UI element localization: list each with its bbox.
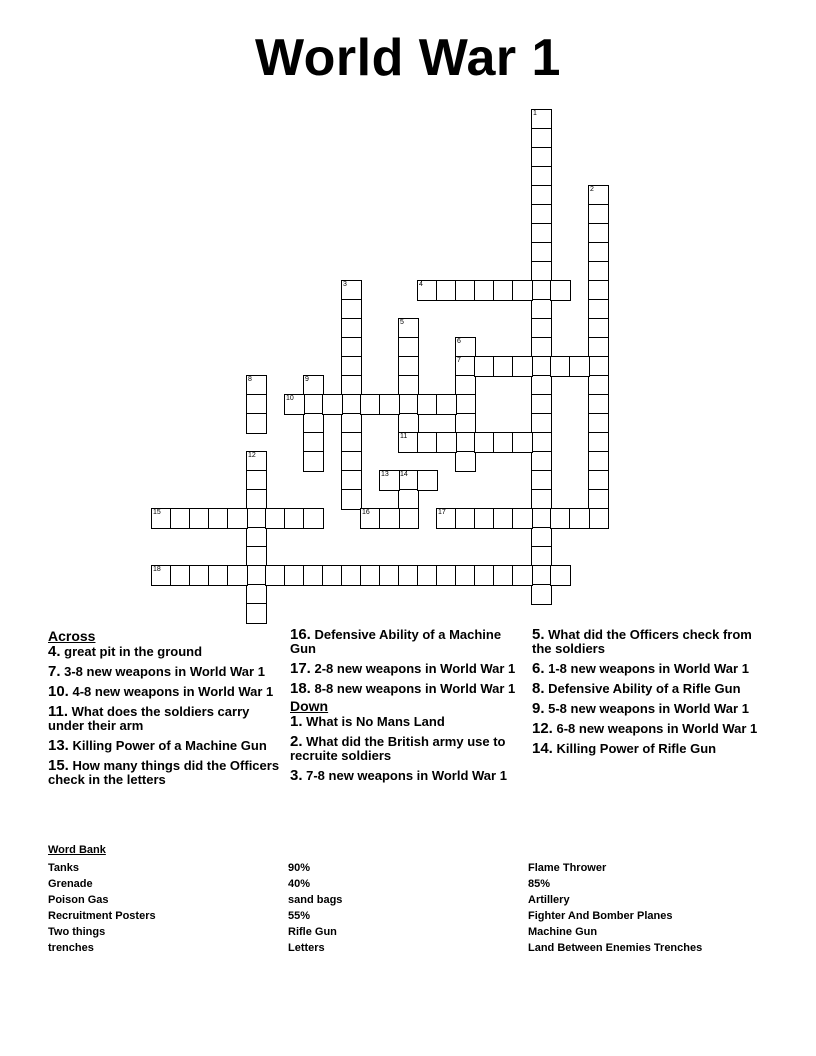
crossword-cell[interactable] (531, 261, 552, 282)
crossword-cell[interactable] (512, 565, 533, 586)
word-bank-item: Artillery (528, 894, 570, 906)
crossword-cell[interactable] (398, 565, 419, 586)
clue (532, 722, 768, 736)
crossword-cell[interactable] (246, 394, 267, 415)
clues-column-2 (290, 628, 526, 789)
crossword-cell[interactable] (398, 508, 419, 529)
crossword-cell[interactable] (512, 508, 533, 529)
crossword-cell[interactable] (398, 413, 419, 434)
crossword-cell[interactable] (588, 451, 609, 472)
crossword-cell[interactable] (341, 318, 362, 339)
crossword-cell[interactable] (531, 147, 552, 168)
crossword-cell[interactable] (455, 432, 476, 453)
crossword-cell[interactable] (170, 565, 191, 586)
crossword-cell[interactable] (436, 394, 457, 415)
crossword-cell[interactable] (588, 280, 609, 301)
crossword-cell[interactable] (360, 394, 381, 415)
crossword-cell[interactable] (493, 280, 514, 301)
crossword-cell[interactable] (341, 394, 362, 415)
crossword-cell[interactable] (474, 508, 495, 529)
crossword-cell[interactable] (588, 375, 609, 396)
crossword-cell[interactable] (531, 413, 552, 434)
crossword-cell[interactable] (398, 318, 419, 339)
crossword-cell[interactable] (455, 413, 476, 434)
word-bank-item: Poison Gas (48, 894, 109, 906)
crossword-cell[interactable] (360, 565, 381, 586)
crossword-cell[interactable] (493, 356, 514, 377)
word-bank-item: 90% (288, 862, 311, 874)
crossword-cell[interactable] (341, 565, 362, 586)
clue-number: 4 (419, 281, 423, 288)
crossword-cell[interactable] (455, 394, 476, 415)
crossword-cell[interactable] (398, 375, 419, 396)
crossword-cell[interactable] (588, 489, 609, 510)
crossword-cell[interactable] (398, 489, 419, 510)
crossword-cell[interactable] (588, 318, 609, 339)
crossword-cell[interactable] (531, 185, 552, 206)
clue-number-label: 9. (532, 700, 545, 717)
page-title: World War 1 (255, 29, 561, 87)
crossword-cell[interactable] (341, 413, 362, 434)
clue-text: How many things did the Officers check in the letters (48, 758, 280, 787)
crossword-cell[interactable] (455, 356, 476, 377)
crossword-cell[interactable] (512, 432, 533, 453)
crossword-cell[interactable] (246, 527, 267, 548)
clue-text: 2-8 new weapons in World War 1 (310, 661, 516, 676)
crossword-cell[interactable] (531, 356, 552, 377)
crossword-cell[interactable] (284, 565, 305, 586)
word-bank-item: 85% (528, 878, 551, 890)
crossword-cell[interactable] (569, 508, 590, 529)
crossword-cell[interactable] (550, 508, 571, 529)
crossword-cell[interactable] (474, 565, 495, 586)
clue-number: 15 (153, 509, 161, 516)
clue-number: 5 (400, 319, 404, 326)
crossword-cell[interactable] (341, 299, 362, 320)
crossword-cell[interactable] (246, 413, 267, 434)
word-bank-item: Tanks (48, 862, 79, 874)
crossword-cell[interactable] (303, 413, 324, 434)
crossword-cell[interactable] (531, 299, 552, 320)
crossword-cell[interactable] (531, 375, 552, 396)
crossword-cell[interactable] (417, 280, 438, 301)
clues-column-3 (532, 628, 768, 762)
crossword-cell[interactable] (246, 375, 267, 396)
across-clue-list-continued (290, 628, 526, 696)
clue-number-label: 3. (290, 767, 303, 784)
clue-number: 12 (248, 452, 256, 459)
crossword-cell[interactable] (341, 356, 362, 377)
word-bank-item: Fighter And Bomber Planes (528, 910, 673, 922)
word-bank-title: Word Bank (48, 844, 106, 856)
crossword-cell[interactable] (322, 565, 343, 586)
crossword-cell[interactable] (398, 432, 419, 453)
clue-text: 3-8 new weapons in World War 1 (60, 664, 265, 679)
clue-text: Defensive Ability of a Machine Gun (290, 627, 502, 656)
crossword-cell[interactable] (246, 546, 267, 567)
word-bank-item: sand bags (288, 894, 343, 906)
crossword-cell[interactable] (341, 451, 362, 472)
crossword-cell[interactable] (455, 508, 476, 529)
clue (48, 685, 284, 699)
word-bank-item: 40% (288, 878, 311, 890)
clue-number: 17 (438, 509, 446, 516)
word-bank-column-2 (288, 860, 342, 956)
crossword-cell[interactable] (531, 109, 552, 130)
clue-number: 16 (362, 509, 370, 516)
crossword-cell[interactable] (531, 470, 552, 491)
crossword-cell[interactable] (246, 584, 267, 605)
crossword-cell[interactable] (550, 565, 571, 586)
clue-number: 10 (286, 395, 294, 402)
crossword-cell[interactable] (246, 489, 267, 510)
crossword-cell[interactable] (531, 508, 552, 529)
crossword-cell[interactable] (417, 470, 438, 491)
across-heading: Across (48, 628, 96, 644)
clue-text: What did the Officers check from the soldiers (532, 627, 752, 656)
crossword-cell[interactable] (417, 432, 438, 453)
word-bank-item: Land Between Enemies Trenches (528, 942, 703, 954)
crossword-cell[interactable] (360, 508, 381, 529)
crossword-cell[interactable] (531, 128, 552, 149)
crossword-cell[interactable] (588, 185, 609, 206)
crossword-cell[interactable] (341, 432, 362, 453)
word-bank-item: Letters (288, 942, 325, 954)
clue-number: 2 (590, 186, 594, 193)
crossword-cell[interactable] (284, 508, 305, 529)
crossword-cell[interactable] (436, 565, 457, 586)
clue-number-label: 6. (532, 660, 545, 677)
clue-text: What is No Mans Land (302, 714, 445, 729)
crossword-cell[interactable] (493, 565, 514, 586)
clue-text: 4-8 new weapons in World War 1 (68, 684, 274, 699)
crossword-cell[interactable] (455, 451, 476, 472)
crossword-cell[interactable] (189, 565, 210, 586)
clue (290, 662, 526, 676)
crossword-cell[interactable] (588, 337, 609, 358)
clue (532, 628, 768, 656)
clue-text: Killing Power of a Machine Gun (68, 738, 267, 753)
crossword-cell[interactable] (531, 584, 552, 605)
clue-text: 6-8 new weapons in World War 1 (552, 721, 758, 736)
word-bank-column-1 (48, 860, 156, 956)
crossword-cell[interactable] (379, 394, 400, 415)
clue (48, 705, 284, 733)
crossword-cell[interactable] (436, 280, 457, 301)
crossword-cell[interactable] (493, 508, 514, 529)
down-heading: Down (290, 698, 329, 714)
clue-text: 8-8 new weapons in World War 1 (310, 681, 516, 696)
crossword-cell[interactable] (588, 508, 609, 529)
clue-number: 3 (343, 281, 347, 288)
clue-text: Defensive Ability of a Rifle Gun (544, 681, 741, 696)
clue (532, 682, 768, 696)
crossword-cell[interactable] (265, 508, 286, 529)
clue-number-label: 5. (532, 626, 545, 643)
clue-text: 1-8 new weapons in World War 1 (544, 661, 749, 676)
clue (290, 682, 526, 696)
word-bank-item: Machine Gun (528, 926, 598, 938)
crossword-cell[interactable] (531, 242, 552, 263)
crossword-cell[interactable] (474, 280, 495, 301)
crossword-cell[interactable] (151, 565, 172, 586)
crossword-cell[interactable] (588, 242, 609, 263)
crossword-cell[interactable] (550, 356, 571, 377)
crossword-cell[interactable] (303, 451, 324, 472)
crossword-cell[interactable] (341, 489, 362, 510)
clue-text: great pit in the ground (60, 644, 203, 659)
crossword-cell[interactable] (208, 508, 229, 529)
crossword-cell[interactable] (379, 565, 400, 586)
clue-text: What did the British army use to recruite soldiers (290, 734, 506, 763)
clue-number: 11 (400, 433, 408, 440)
crossword-cell[interactable] (531, 318, 552, 339)
crossword-cell[interactable] (531, 546, 552, 567)
clue (290, 628, 526, 656)
down-clue-list-continued (532, 628, 768, 756)
crossword-cell[interactable] (265, 565, 286, 586)
crossword-cell[interactable] (531, 337, 552, 358)
crossword-cell[interactable] (246, 470, 267, 491)
word-bank-item: 55% (288, 910, 311, 922)
crossword-cell[interactable] (455, 375, 476, 396)
clue-number-label: 7. (48, 663, 61, 680)
clue-number-label: 15. (48, 757, 69, 774)
clue-number: 7 (457, 357, 461, 364)
clue-number: 14 (400, 471, 408, 478)
crossword-cell[interactable] (588, 394, 609, 415)
crossword-cell[interactable] (588, 223, 609, 244)
crossword-cell[interactable] (398, 394, 419, 415)
clue (48, 665, 284, 679)
crossword-cell[interactable] (531, 280, 552, 301)
clue (532, 702, 768, 716)
clue-number-label: 13. (48, 737, 69, 754)
crossword-cell[interactable] (531, 223, 552, 244)
crossword-cell[interactable] (474, 432, 495, 453)
crossword-cell[interactable] (208, 565, 229, 586)
clue (48, 739, 284, 753)
crossword-cell[interactable] (341, 470, 362, 491)
crossword-cell[interactable] (531, 527, 552, 548)
crossword-cell[interactable] (436, 508, 457, 529)
clue-number: 8 (248, 376, 252, 383)
crossword-cell[interactable] (512, 356, 533, 377)
clue-number-label: 10. (48, 683, 69, 700)
crossword-cell[interactable] (170, 508, 191, 529)
crossword-cell[interactable] (455, 565, 476, 586)
crossword-cell[interactable] (303, 432, 324, 453)
crossword-cell[interactable] (436, 432, 457, 453)
clue (532, 742, 768, 756)
clue (290, 769, 526, 783)
word-bank-item: Two things (48, 926, 106, 938)
crossword-cell[interactable] (588, 261, 609, 282)
crossword-cell[interactable] (246, 565, 267, 586)
clue-text: 5-8 new weapons in World War 1 (544, 701, 749, 716)
across-clue-list (48, 645, 284, 787)
crossword-cell[interactable] (588, 432, 609, 453)
clue (290, 735, 526, 763)
clue (48, 759, 284, 787)
crossword-cell[interactable] (379, 470, 400, 491)
clue-number-label: 12. (532, 720, 553, 737)
clue-number-label: 17. (290, 660, 311, 677)
crossword-cell[interactable] (474, 356, 495, 377)
clue (48, 645, 284, 659)
crossword-cell[interactable] (322, 394, 343, 415)
crossword-cell[interactable] (246, 508, 267, 529)
crossword-cell[interactable] (417, 565, 438, 586)
crossword-cell[interactable] (246, 603, 267, 624)
word-bank-item: trenches (48, 942, 94, 954)
clue (532, 662, 768, 676)
crossword-cell[interactable] (512, 280, 533, 301)
crossword-cell[interactable] (303, 394, 324, 415)
crossword-cell[interactable] (227, 565, 248, 586)
clue-number-label: 4. (48, 643, 61, 660)
clue-number-label: 2. (290, 733, 303, 750)
crossword-cell[interactable] (246, 451, 267, 472)
clue-text: 7-8 new weapons in World War 1 (302, 768, 507, 783)
crossword-cell[interactable] (303, 508, 324, 529)
crossword-cell[interactable] (189, 508, 210, 529)
crossword-cell[interactable] (341, 375, 362, 396)
crossword-cell[interactable] (531, 451, 552, 472)
crossword-cell[interactable] (493, 432, 514, 453)
crossword-cell[interactable] (398, 356, 419, 377)
crossword-cell[interactable] (531, 432, 552, 453)
crossword-cell[interactable] (588, 356, 609, 377)
clue-number-label: 14. (532, 740, 553, 757)
clue-text: Killing Power of Rifle Gun (552, 741, 717, 756)
crossword-cell[interactable] (341, 337, 362, 358)
clue-number-label: 8. (532, 680, 545, 697)
word-bank-item: Grenade (48, 878, 93, 890)
crossword-cell[interactable] (588, 299, 609, 320)
crossword-cell[interactable] (151, 508, 172, 529)
clue-number-label: 16. (290, 626, 311, 643)
clue-number-label: 11. (48, 703, 69, 720)
word-bank-item: Rifle Gun (288, 926, 337, 938)
crossword-cell[interactable] (531, 565, 552, 586)
crossword-cell[interactable] (531, 166, 552, 187)
clue-number: 9 (305, 376, 309, 383)
crossword-cell[interactable] (227, 508, 248, 529)
clue-number: 6 (457, 338, 461, 345)
clue-number: 1 (533, 110, 537, 117)
crossword-cell[interactable] (455, 280, 476, 301)
crossword-cell[interactable] (531, 204, 552, 225)
crossword-cell[interactable] (588, 204, 609, 225)
clue (290, 715, 526, 729)
crossword-cell[interactable] (398, 470, 419, 491)
crossword-cell[interactable] (588, 413, 609, 434)
word-bank-item: Flame Thrower (528, 862, 607, 874)
crossword-cell[interactable] (398, 337, 419, 358)
crossword-cell[interactable] (531, 394, 552, 415)
crossword-cell[interactable] (379, 508, 400, 529)
clue-number-label: 1. (290, 713, 303, 730)
crossword-cell[interactable] (550, 280, 571, 301)
clue-number-label: 18. (290, 680, 311, 697)
word-bank-item: Recruitment Posters (48, 910, 156, 922)
down-clue-list (290, 715, 526, 783)
crossword-cell[interactable] (569, 356, 590, 377)
crossword-cell[interactable] (341, 280, 362, 301)
crossword-cell[interactable] (588, 470, 609, 491)
clue-text: What does the soldiers carry under their arm (48, 704, 250, 733)
crossword-cell[interactable] (284, 394, 305, 415)
word-bank (48, 843, 768, 954)
crossword-cell[interactable] (531, 489, 552, 510)
clue-number: 18 (153, 566, 161, 573)
clue-number: 13 (381, 471, 389, 478)
crossword-cell[interactable] (417, 394, 438, 415)
crossword-cell[interactable] (303, 375, 324, 396)
crossword-cell[interactable] (455, 337, 476, 358)
clues-column-1 (48, 628, 284, 793)
word-bank-column-3 (528, 860, 702, 956)
crossword-cell[interactable] (303, 565, 324, 586)
